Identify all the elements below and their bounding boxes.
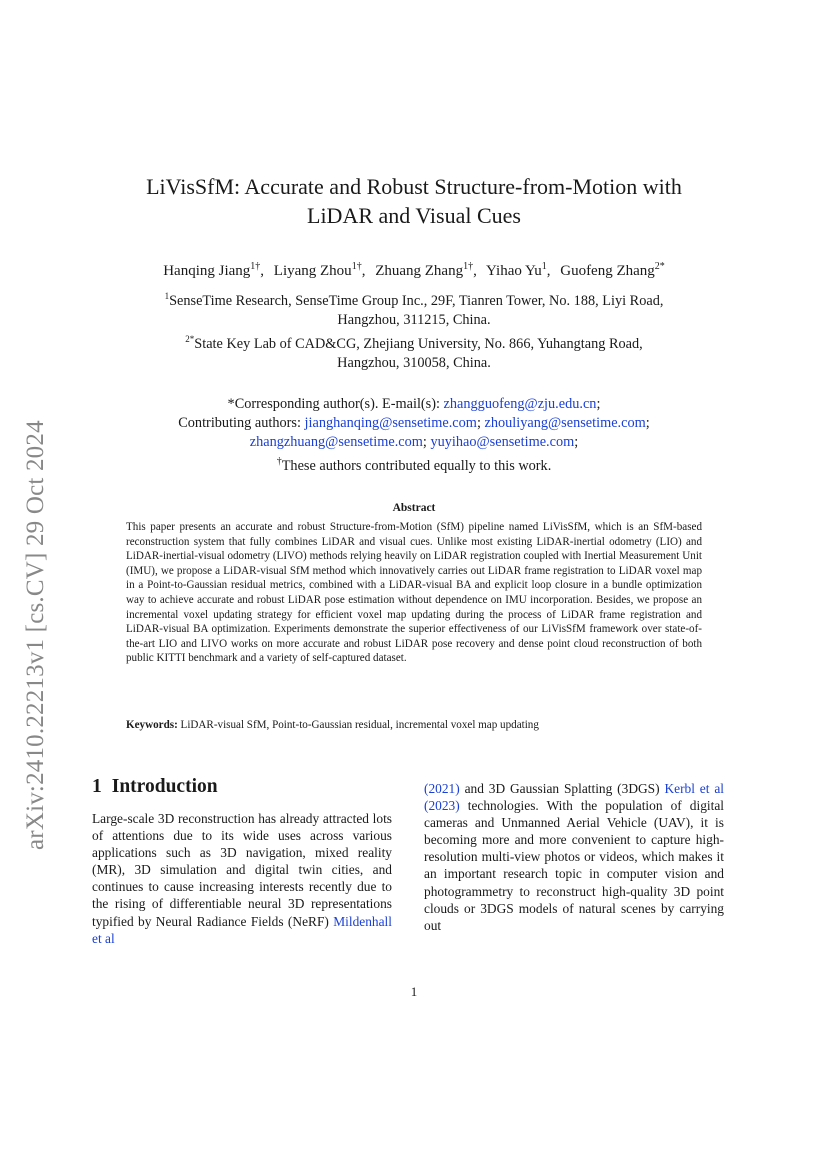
corresponding-author-line: *Corresponding author(s). E-mail(s): zhangguofeng@zju.edu.cn; [227, 396, 601, 412]
email-link[interactable]: yuyihao@sensetime.com [430, 434, 575, 450]
author: Hanqing Jiang$^{1\dagger}$, [163, 261, 265, 279]
page-number: 1 [410, 984, 418, 999]
author: Guofeng Zhang$^{2*}$ [560, 261, 665, 279]
section-title: Introduction [111, 776, 218, 797]
contributing-authors-line-2: zhangzhuang@sensetime.com; yuyihao@sensetime.com; [249, 434, 579, 450]
contributing-authors-line: Contributing authors: jianghanqing@sensetime.com; zhouliyang@sensetime.com; [178, 415, 650, 431]
author: Yihao Yu$^1$, [486, 261, 551, 279]
arxiv-identifier: arXiv:2410.22213v1 [cs.CV] 29 Oct 2024 [22, 420, 49, 850]
title-line-2: LiDAR and Visual Cues [307, 203, 521, 228]
intro-left-column: Large-scale 3D reconstruction has already attracted lots of attentions due to its wide uses across various applications such as 3D navigation, mixed reality (MR), 3D simulation and digital twin cities, and continues to cause increasing interests recently due to the rising of differentiable neural 3D representations typified by Neural Radiance Fields (NeRF) Mildenhall et al [92, 811, 392, 946]
affiliation-2-line-2: Hangzhou, 310058, China. [337, 354, 491, 371]
affiliation-1-line-1: $^1$SenseTime Research, SenseTime Group Inc., 29F, Tianren Tower, No. 188, Liyi Road, [164, 291, 664, 309]
paper-title [100, 172, 728, 230]
citation-link[interactable]: Mildenhall et al [92, 913, 392, 946]
intro-right-column: (2021) and 3D Gaussian Splatting (3DGS) Kerbl et al (2023) technologies. With the population of digital cameras and Unmanned Aerial Vehicle (UAV), it is becoming more and more convenient to capture high-resolution multi-view photos or videos, which makes it an important research topic in computer vision and photogrammetry to reconstruct high-quality 3D point clouds or 3DGS models of natural scenes by carrying out [424, 781, 724, 933]
affiliation-2-line-1: $^{2*}$State Key Lab of CAD&CG, Zhejiang University, No. 866, Yuhangtang Road, [185, 333, 643, 352]
section-number: 1 [92, 776, 102, 797]
keywords-line [126, 718, 702, 733]
title-line-1: LiVisSfM: Accurate and Robust Structure-from-Motion with [146, 174, 682, 199]
affiliation-1-line-2: Hangzhou, 311215, China. [337, 311, 491, 328]
abstract-heading: Abstract [392, 502, 436, 514]
section-heading [92, 776, 218, 798]
citation-year-link[interactable]: (2021) [424, 781, 460, 796]
corresponding-email-link[interactable]: zhangguofeng@zju.edu.cn [443, 396, 597, 412]
citation-link[interactable]: Kerbl et al [664, 781, 724, 796]
email-link[interactable]: jianghanqing@sensetime.com [304, 415, 477, 431]
equal-contribution-note: †These authors contributed equally to this work. [276, 456, 552, 474]
contact-block [80, 395, 748, 476]
author: Liyang Zhou$^{1\dagger}$, [273, 261, 366, 279]
author: Zhuang Zhang$^{1\dagger}$, [375, 261, 477, 279]
email-link[interactable]: zhangzhuang@sensetime.com [249, 434, 423, 450]
abstract-text: This paper presents an accurate and robust Structure-from-Motion (SfM) pipeline named LiVisSfM, which is an SfM-based reconstruction system that fully combines LiDAR and visual cues. Unlike most existing LiDAR-inertial odometry (LIO) and LiDAR-inertial-visual odometry (LIVO) methods relying heavily on LiDAR registration coupled with Inertial Measurement Unit (IMU), we propose a LiDAR-visual SfM method which innovatively carries out LiDAR frame registration to LiDAR voxel map in a Point-to-Gaussian residual metrics, combined with a LiDAR-visual BA and explicit loop closure in a bundle optimization way to achieve accurate and robust LiDAR pose estimation without dependence on IMU incorporation. Besides, we propose an incremental voxel updating strategy for efficient voxel map updating during the process of LiDAR frame registration and LiDAR-visual BA optimization. Experiments demonstrate the superior effectiveness of our LiVisSfM framework over state-of-the-art LIO and LIVO works on more accurate and robust LiDAR pose recovery and dense point cloud reconstruction of both public KITTI benchmark and a variety of self-captured dataset. [126, 521, 702, 665]
author-list [80, 257, 748, 281]
keywords-text: LiDAR-visual SfM, Point-to-Gaussian residual, incremental voxel map updating [180, 719, 539, 731]
email-link[interactable]: zhouliyang@sensetime.com [484, 415, 646, 431]
citation-year-link[interactable]: (2023) [424, 798, 460, 814]
affiliations [110, 287, 718, 373]
keywords-label: Keywords: [126, 719, 178, 731]
